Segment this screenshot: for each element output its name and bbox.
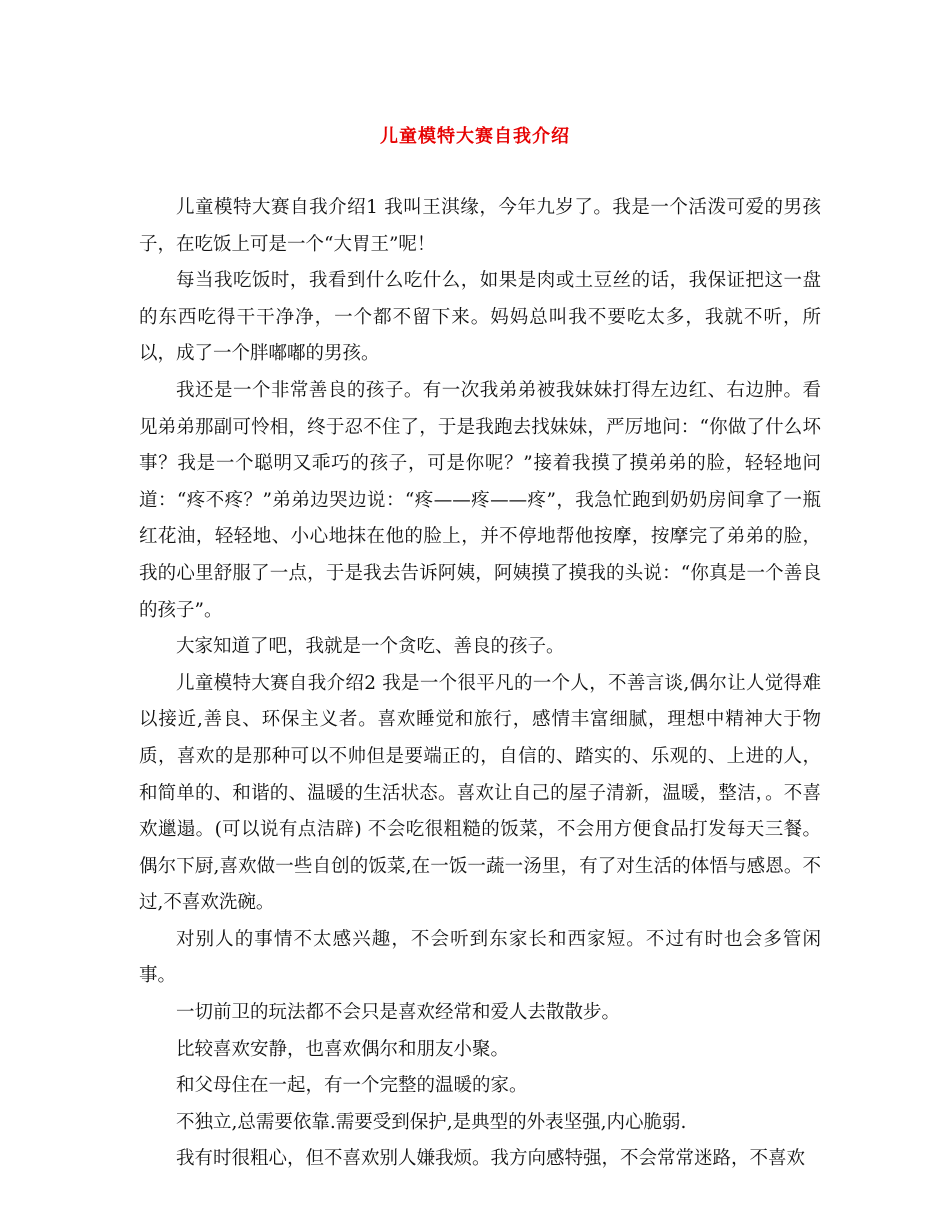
paragraph: 和父母住在一起，有一个完整的温暖的家。 [176, 1075, 528, 1097]
document-body [139, 190, 821, 1178]
paragraph: 大家知道了吧，我就是一个贪吃、善良的孩子。 [176, 636, 565, 658]
paragraph: 我还是一个非常善良的孩子。有一次我弟弟被我妹妹打得左边红、右边肿。看见弟弟那副可怜相，终于忍不住了，于是我跑去找妹妹，严厉地问：“你做了什么坏事？我是一个聪明又乖巧的孩子，可是你呢？”接着我摸了摸弟弟的脸，轻轻地问道：“疼不疼？”弟弟边哭边说：“疼——疼——疼”，我急忙跑到奶奶房间拿了一瓶红花油，轻轻地、小心地抹在他的脸上，并不停地帮他按摩，按摩完了弟弟的脸，我的心里舒服了一点，于是我去告诉阿姨，阿姨摸了摸我的头说：“你真是一个善良的孩子”。 [139, 379, 821, 621]
paragraph: 比较喜欢安静，也喜欢偶尔和朋友小聚。 [176, 1038, 510, 1060]
paragraph: 不独立,总需要依靠.需要受到保护,是典型的外表坚强,内心脆弱. [176, 1111, 687, 1133]
paragraph: 我有时很粗心，但不喜欢别人嫌我烦。我方向感特强，不会常常迷路，不喜欢 [176, 1148, 806, 1170]
document-title: 儿童模特大赛自我介绍 [380, 126, 570, 147]
paragraph: 每当我吃饭时，我看到什么吃什么，如果是肉或土豆丝的话，我保证把这一盘的东西吃得干干净净，一个都不留下来。妈妈总叫我不要吃太多，我就不听，所以，成了一个胖嘟嘟的男孩。 [139, 270, 821, 365]
paragraph: 儿童模特大赛自我介绍2 我是一个很平凡的一个人，不善言谈,偶尔让人觉得难以接近,善良、环保主义者。喜欢睡觉和旅行，感情丰富细腻，理想中精神大于物质，喜欢的是那种可以不帅但是要端正的，自信的、踏实的、乐观的、上进的人，和简单的、和谐的、温暖的生活状态。喜欢让自己的屋子清新，温暖，整洁，。不喜欢邋遢。(可以说有点洁辟) 不会吃很粗糙的饭菜，不会用方便食品打发每天三餐。偶尔下厨,喜欢做一些自创的饭菜,在一饭一蔬一汤里，有了对生活的体悟与感恩。不过,不喜欢洗碗。 [139, 672, 821, 914]
paragraph: 对别人的事情不太感兴趣，不会听到东家长和西家短。不过有时也会多管闲事。 [139, 928, 821, 987]
paragraph: 一切前卫的玩法都不会只是喜欢经常和爱人去散散步。 [176, 1002, 621, 1024]
paragraph: 儿童模特大赛自我介绍1 我叫王淇缘，今年九岁了。我是一个活泼可爱的男孩子，在吃饭上可是一个“大胃王”呢！ [139, 197, 821, 255]
